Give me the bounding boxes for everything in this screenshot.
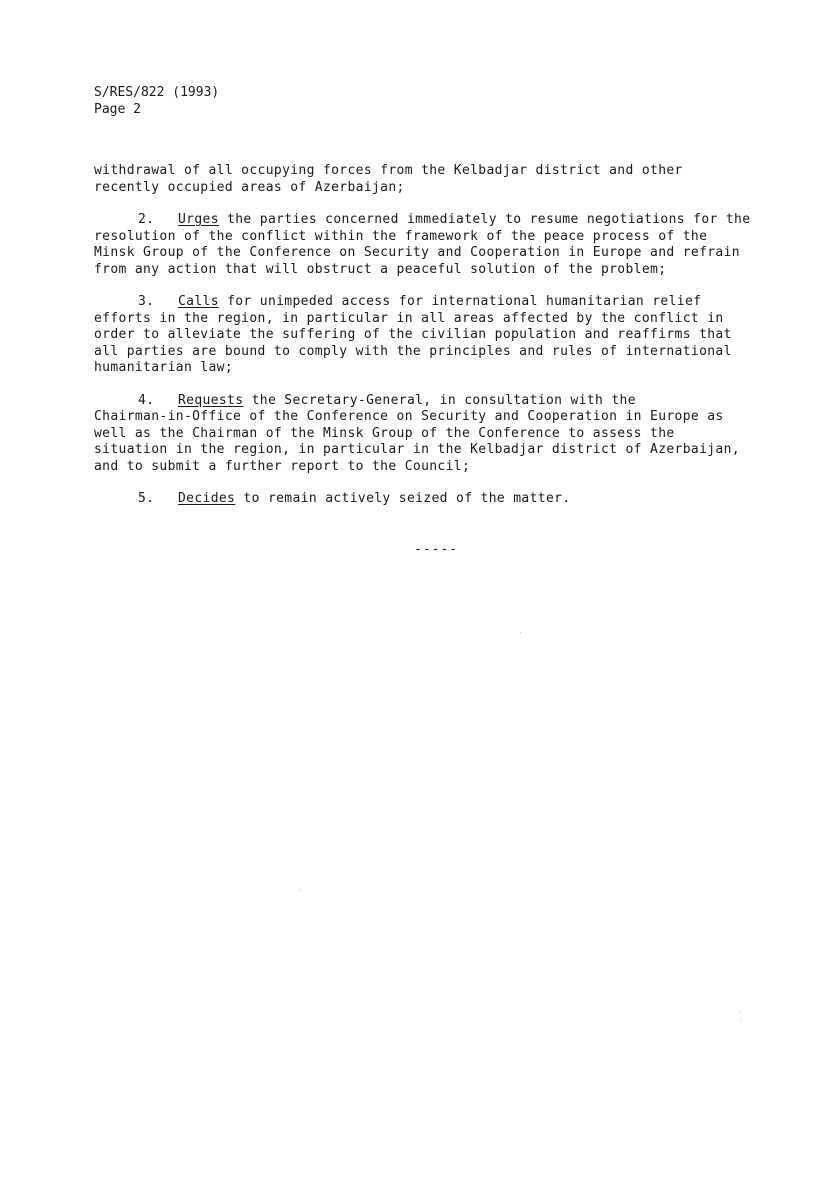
page-number: Page 2 <box>94 102 141 117</box>
text-line: the parties concerned immediately to resume negotiations for the <box>218 212 751 227</box>
paragraph-number: 3. <box>138 294 155 309</box>
text-line: from any action that will obstruct a peaceful solution of the problem; <box>94 261 667 277</box>
operative-paragraph-2 <box>94 212 784 278</box>
text-line: order to alleviate the suffering of the civilian population and reaffirms that <box>94 327 732 342</box>
operative-keyword: Requests <box>178 392 244 408</box>
text-line: to remain actively seized of the matter. <box>235 491 571 506</box>
operative-keyword: Decides <box>178 491 236 506</box>
operative-paragraph-3 <box>94 294 784 377</box>
paragraph-number: 2. <box>138 212 155 227</box>
paragraph-number: 5. <box>138 491 155 506</box>
text-line: for unimpeded access for international humanitarian relief <box>218 294 702 309</box>
document-symbol: S/RES/822 (1993) <box>94 85 220 100</box>
text-line: withdrawal of all occupying forces from the Kelbadjar district and other <box>94 163 683 178</box>
text-line: the Secretary-General, in consultation with the <box>243 392 636 408</box>
operative-keyword: Urges <box>178 212 219 227</box>
text-line: well as the Chairman of the Minsk Group of the Conference to assess the <box>94 425 675 441</box>
text-line: humanitarian law; <box>94 360 234 375</box>
text-line: Chairman-in-Office of the Conference on Security and Cooperation in Europe as <box>94 409 724 424</box>
text-line: and to submit a further report to the Council; <box>94 458 471 474</box>
scan-speck <box>520 632 521 633</box>
operative-keyword: Calls <box>178 294 219 309</box>
document-header <box>94 84 219 118</box>
scan-speck <box>741 1020 742 1021</box>
text-line: Minsk Group of the Conference on Security and Cooperation in Europe and refrain <box>94 245 740 260</box>
end-of-document-mark: ----- <box>414 542 459 557</box>
operative-paragraph-4 <box>94 393 784 476</box>
text-line: recently occupied areas of Azerbaijan; <box>94 179 405 195</box>
text-line: efforts in the region, in particular in all areas affected by the conflict in <box>94 310 724 326</box>
scan-speck <box>300 890 301 891</box>
text-line: situation in the region, in particular in the Kelbadjar district of Azerbaijan, <box>94 442 740 457</box>
continuation-paragraph <box>94 163 784 196</box>
text-line: all parties are bound to comply with the principles and rules of international <box>94 343 732 359</box>
operative-paragraph-5 <box>94 491 784 508</box>
scan-speck <box>740 1012 741 1013</box>
text-line: resolution of the conflict within the framework of the peace process of the <box>94 228 708 244</box>
resolution-body <box>94 163 784 524</box>
paragraph-number: 4. <box>138 392 155 408</box>
